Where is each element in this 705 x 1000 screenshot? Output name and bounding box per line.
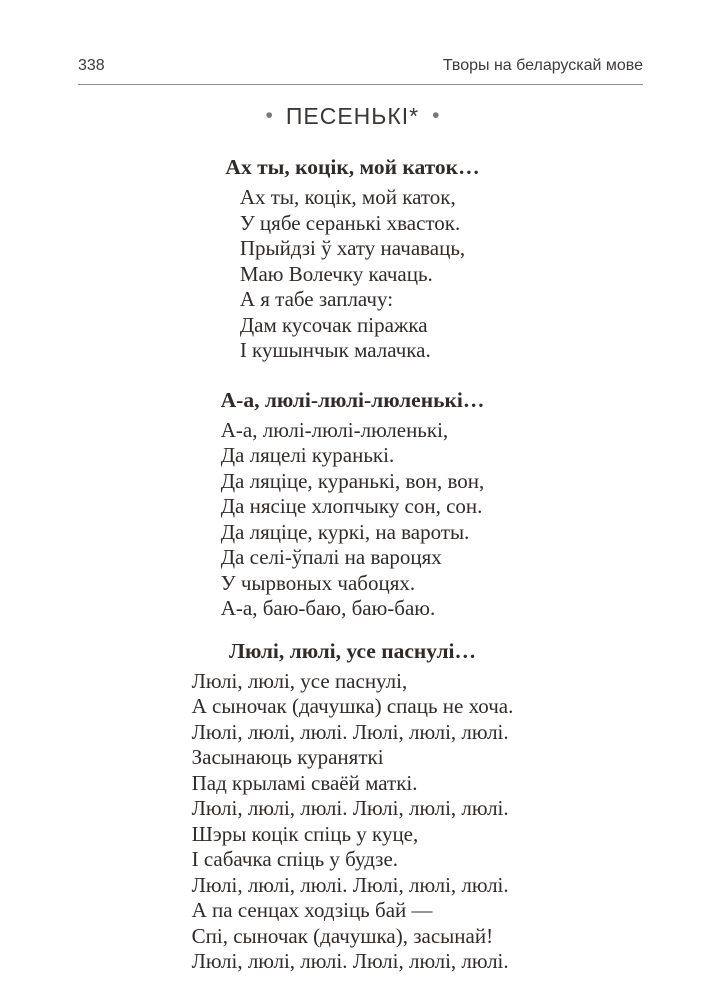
poem-lyuli-use-pasnuli [0,639,705,975]
poem-line: І сабачка спіць у будзе. [191,847,399,871]
poem-line: Да ляціце, куранькі, вон, вон, [220,468,485,493]
poem-line: Ах ты, коцік, мой каток, [239,185,456,209]
poem-line: Люлі, люлі, люлі. Люлі, люлі, люлі. [191,949,509,973]
poem-line: А сыночак (дачушка) спаць не хоча. [191,694,514,718]
poem-line: А я табе заплачу: [239,287,394,311]
poem-stanza [221,418,485,622]
poem-line: Шэры коцік спіць у куце, [191,821,419,846]
poem-title: Люлі, люлі, усе паснулі… [228,638,477,663]
poem-line: Люлі, люлі, люлі. Люлі, люлі, люлі. [191,796,509,820]
poem-line: Маю Волечку качаць. [239,261,433,286]
poem-line: А-а, баю-баю, баю-баю. [220,596,436,620]
poem-line: Люлі, люлі, усе паснулі, [191,668,408,693]
poem-line: Прыйдзі ў хату начаваць, [239,236,466,260]
poem-line: Да нясіце хлопчыку сон, сон. [220,494,483,518]
section-title-text: ПЕСЕНЬКІ* [285,103,420,129]
bullet-icon-right: • [432,104,440,127]
bullet-icon-left: • [265,104,273,127]
running-title: Творы на беларускай мове [442,57,643,74]
poem-line: Люлі, люлі, люлі. Люлі, люлі, люлі. [191,719,509,744]
poem-line: Люлі, люлі, люлі. Люлі, люлі, люлі. [191,872,509,897]
poem-line: Засынаюць кураняткі [191,745,384,769]
poem-line: Да селі-ўпалі на вароцях [220,545,442,569]
poem-line: У цябе серанькі хвасток. [239,210,461,235]
poem-line: А па сенцах ходзіць бай — [191,898,433,922]
poem-line: У чырвоных чабоцях. [220,570,416,595]
poem-a-a-lyuli [0,388,705,622]
poem-ah-ty-kocik [0,155,705,364]
poem-line: Пад крыламі сваёй маткі. [191,770,418,795]
section-title [0,103,705,130]
page-header [78,0,643,85]
poem-line: Да ляцелі куранькі. [220,443,395,467]
poem-line: Дам кусочак піражка [239,312,428,337]
page-number: 338 [78,57,105,74]
poem-line: І кушынчык малачка. [239,338,431,362]
poem-line: Да ляціце, куркі, на вароты. [220,519,470,544]
poem-stanza [240,185,465,364]
poem-title: Ах ты, коцік, мой каток… [225,155,480,179]
poem-stanza [192,669,514,975]
poem-line: Спі, сыночак (дачушка), засынай! [191,923,494,948]
poem-line: А-а, люлі-люлі-люленькі, [220,417,449,442]
poem-title: А-а, люлі-люлі-люленькі… [220,387,485,412]
